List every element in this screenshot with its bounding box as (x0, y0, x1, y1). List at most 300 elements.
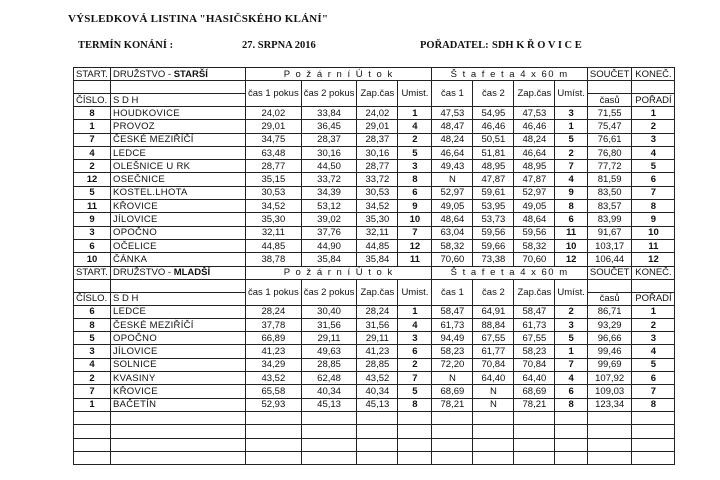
relay-counted-time: 68,69 (514, 385, 555, 398)
team-name: JÍLOVICE (111, 345, 246, 358)
table-row (74, 133, 675, 146)
empty-cell (74, 425, 111, 438)
team-name: KŘOVICE (111, 385, 246, 398)
soucet-header: SOUČET (587, 266, 632, 279)
total-time: 83,50 (587, 186, 632, 199)
relay-place: 6 (555, 385, 587, 398)
relay-time-2: 59,61 (473, 186, 514, 199)
attack-time-1: 28,24 (246, 305, 302, 318)
stafeta-header: Š t a f e t a 4 x 60 m (432, 266, 587, 279)
results-table (73, 67, 675, 465)
empty-cell (398, 411, 432, 424)
team-name: ČESKÉ MEZIŘÍČÍ (111, 133, 246, 146)
total-time: 76,61 (587, 133, 632, 146)
relay-counted-time: 48,95 (514, 160, 555, 173)
attack-time-2: 33,84 (301, 107, 357, 120)
attack-time-1: 41,23 (246, 345, 302, 358)
start-number: 6 (74, 239, 111, 252)
empty-cell (555, 451, 587, 464)
final-rank: 8 (632, 200, 675, 213)
stafeta-cas1-header: čas 1 (432, 279, 473, 305)
total-time: 93,29 (587, 318, 632, 331)
attack-time-2: 62,48 (301, 372, 357, 385)
team-name: OSEČNICE (111, 173, 246, 186)
attack-place: 11 (398, 253, 432, 266)
start-number: 3 (74, 345, 111, 358)
final-rank: 1 (632, 305, 675, 318)
relay-counted-time: 70,84 (514, 358, 555, 371)
attack-time-1: 44,85 (246, 239, 302, 252)
attack-place: 6 (398, 345, 432, 358)
relay-time-2: N (473, 398, 514, 411)
pozarni-utok-header: P o ž á r n í Ú t o k (246, 68, 432, 81)
relay-time-2: 51,81 (473, 146, 514, 159)
final-rank: 8 (632, 398, 675, 411)
relay-time-2: 67,55 (473, 332, 514, 345)
empty-cell (246, 438, 302, 451)
start-number: 2 (74, 160, 111, 173)
start-number: 12 (74, 173, 111, 186)
empty-row (74, 425, 675, 438)
final-rank: 3 (632, 133, 675, 146)
zap-cas-header: Zap.čas (357, 279, 398, 305)
table-row (74, 173, 675, 186)
relay-time-2: 70,84 (473, 358, 514, 371)
empty-cell (632, 438, 675, 451)
empty-cell (357, 411, 398, 424)
total-time: 107,92 (587, 372, 632, 385)
soucet-header-blank (587, 81, 632, 94)
relay-time-1: 48,64 (432, 213, 473, 226)
attack-counted-time: 29,11 (357, 332, 398, 345)
stafeta-cas2-header: čas 2 (473, 279, 514, 305)
empty-cell (514, 451, 555, 464)
empty-cell (357, 425, 398, 438)
attack-counted-time: 29,01 (357, 120, 398, 133)
attack-time-1: 52,93 (246, 398, 302, 411)
relay-time-1: 72,20 (432, 358, 473, 371)
total-time: 123,34 (587, 398, 632, 411)
empty-row (74, 411, 675, 424)
table-row (74, 385, 675, 398)
empty-cell (432, 451, 473, 464)
empty-cell (514, 411, 555, 424)
relay-time-2: 50,51 (473, 133, 514, 146)
attack-time-2: 49,63 (301, 345, 357, 358)
table-row (74, 398, 675, 411)
relay-place: 1 (555, 345, 587, 358)
attack-time-2: 30,16 (301, 146, 357, 159)
relay-time-2: 46,46 (473, 120, 514, 133)
relay-place: 1 (555, 120, 587, 133)
attack-time-1: 35,15 (246, 173, 302, 186)
attack-time-1: 37,78 (246, 318, 302, 331)
attack-counted-time: 45,13 (357, 398, 398, 411)
attack-time-1: 28,77 (246, 160, 302, 173)
empty-cell (473, 411, 514, 424)
relay-time-2: 48,95 (473, 160, 514, 173)
relay-time-2: 53,95 (473, 200, 514, 213)
start-number: 4 (74, 358, 111, 371)
relay-time-1: 49,43 (432, 160, 473, 173)
empty-cell (74, 438, 111, 451)
table-row (74, 226, 675, 239)
attack-place: 7 (398, 226, 432, 239)
attack-time-2: 34,39 (301, 186, 357, 199)
poradi-header: POŘADÍ (632, 94, 675, 107)
attack-counted-time: 40,34 (357, 385, 398, 398)
start-number: 4 (74, 146, 111, 159)
empty-cell (432, 438, 473, 451)
attack-counted-time: 44,85 (357, 239, 398, 252)
empty-cell (514, 425, 555, 438)
attack-time-1: 29,01 (246, 120, 302, 133)
stafeta-header: Š t a f e t a 4 x 60 m (432, 68, 587, 81)
table-row (74, 120, 675, 133)
relay-place: 4 (555, 173, 587, 186)
relay-place: 5 (555, 133, 587, 146)
table-row (74, 200, 675, 213)
empty-cell (514, 438, 555, 451)
final-rank: 6 (632, 372, 675, 385)
empty-cell (74, 411, 111, 424)
team-name: BAČETÍN (111, 398, 246, 411)
final-rank: 4 (632, 146, 675, 159)
table-row (74, 107, 675, 120)
total-time: 77,72 (587, 160, 632, 173)
relay-place: 8 (555, 200, 587, 213)
attack-place: 4 (398, 120, 432, 133)
final-rank: 5 (632, 358, 675, 371)
stafeta-zap-cas-header: Zap.čas (514, 279, 555, 305)
konec-header-blank (632, 279, 675, 292)
empty-cell (398, 425, 432, 438)
empty-cell (246, 425, 302, 438)
soucet-header-blank (587, 279, 632, 292)
start-number: 1 (74, 120, 111, 133)
relay-place: 5 (555, 332, 587, 345)
relay-time-2: 73,38 (473, 253, 514, 266)
start-number: 11 (74, 200, 111, 213)
empty-cell (111, 411, 246, 424)
team-name: ČESKÉ MEZIŘÍČÍ (111, 318, 246, 331)
relay-counted-time: 48,24 (514, 133, 555, 146)
team-name: JÍLOVICE (111, 213, 246, 226)
table-row (74, 332, 675, 345)
start-number: 5 (74, 332, 111, 345)
table-row (74, 239, 675, 252)
konec-header-blank (632, 81, 675, 94)
relay-time-1: 68,69 (432, 385, 473, 398)
empty-cell (587, 438, 632, 451)
relay-counted-time: 58,23 (514, 345, 555, 358)
relay-time-1: 49,05 (432, 200, 473, 213)
attack-time-1: 63,48 (246, 146, 302, 159)
attack-time-1: 38,78 (246, 253, 302, 266)
start-header-blank (74, 81, 111, 94)
attack-time-1: 32,11 (246, 226, 302, 239)
attack-time-2: 30,40 (301, 305, 357, 318)
attack-place: 3 (398, 160, 432, 173)
total-time: 83,57 (587, 200, 632, 213)
stafeta-cas1-header: čas 1 (432, 81, 473, 107)
relay-counted-time: 58,47 (514, 305, 555, 318)
relay-counted-time: 64,40 (514, 372, 555, 385)
empty-cell (246, 411, 302, 424)
start-number: 1 (74, 398, 111, 411)
stafeta-umist-header: Umíst. (555, 279, 587, 305)
total-time: 103,17 (587, 239, 632, 252)
final-rank: 1 (632, 107, 675, 120)
document-title: VÝSLEDKOVÁ LISTINA "HASIČSKÉHO KLÁNÍ" (68, 13, 329, 25)
table-row (74, 345, 675, 358)
attack-time-2: 36,45 (301, 120, 357, 133)
table-row (74, 305, 675, 318)
cislo-header: ČÍSLO. (74, 292, 111, 305)
team-name: KVASINY (111, 372, 246, 385)
relay-time-2: N (473, 385, 514, 398)
relay-time-2: 64,40 (473, 372, 514, 385)
empty-cell (74, 451, 111, 464)
attack-time-1: 66,89 (246, 332, 302, 345)
attack-place: 5 (398, 385, 432, 398)
relay-time-2: 64,91 (473, 305, 514, 318)
cislo-header: ČÍSLO. (74, 94, 111, 107)
attack-counted-time: 41,23 (357, 345, 398, 358)
relay-time-1: 48,24 (432, 133, 473, 146)
attack-time-2: 29,11 (301, 332, 357, 345)
relay-counted-time: 52,97 (514, 186, 555, 199)
relay-time-2: 59,66 (473, 239, 514, 252)
team-name: ČÁNKA (111, 253, 246, 266)
final-rank: 11 (632, 239, 675, 252)
relay-time-1: N (432, 173, 473, 186)
attack-counted-time: 33,72 (357, 173, 398, 186)
empty-cell (587, 425, 632, 438)
relay-time-1: 46,64 (432, 146, 473, 159)
attack-time-2: 28,85 (301, 358, 357, 371)
total-time: 71,55 (587, 107, 632, 120)
team-name: LEDCE (111, 146, 246, 159)
attack-time-1: 43,52 (246, 372, 302, 385)
attack-counted-time: 34,52 (357, 200, 398, 213)
relay-counted-time: 59,56 (514, 226, 555, 239)
final-rank: 7 (632, 186, 675, 199)
attack-time-2: 44,50 (301, 160, 357, 173)
team-name: OPOČNO (111, 226, 246, 239)
team-name: LEDCE (111, 305, 246, 318)
empty-cell (111, 425, 246, 438)
attack-counted-time: 28,77 (357, 160, 398, 173)
relay-time-1: 47,53 (432, 107, 473, 120)
relay-place: 7 (555, 358, 587, 371)
team-name: OČELICE (111, 239, 246, 252)
relay-time-2: 88,84 (473, 318, 514, 331)
start-number: 10 (74, 253, 111, 266)
stafeta-umist-header: Umíst. (555, 81, 587, 107)
team-name: SOLNICE (111, 358, 246, 371)
start-number: 5 (74, 186, 111, 199)
section-header-mid (74, 81, 675, 94)
empty-cell (301, 411, 357, 424)
section-header-mid (74, 279, 675, 292)
relay-place: 3 (555, 107, 587, 120)
start-number: 9 (74, 213, 111, 226)
attack-place: 2 (398, 133, 432, 146)
date-label: TERMÍN KONÁNÍ : (78, 40, 174, 51)
table-row (74, 213, 675, 226)
empty-cell (587, 411, 632, 424)
cas1-pokus-header: čas 1 pokus (246, 81, 302, 107)
attack-time-2: 45,13 (301, 398, 357, 411)
attack-place: 2 (398, 358, 432, 371)
start-number: 7 (74, 133, 111, 146)
zap-cas-header: Zap.čas (357, 81, 398, 107)
pozarni-utok-header: P o ž á r n í Ú t o k (246, 266, 432, 279)
total-time: 99,69 (587, 358, 632, 371)
team-name: OPOČNO (111, 332, 246, 345)
organizer-value: SDH K Ř O V I C E (492, 40, 582, 51)
final-rank: 6 (632, 173, 675, 186)
final-rank: 2 (632, 120, 675, 133)
attack-time-1: 35,30 (246, 213, 302, 226)
empty-cell (587, 451, 632, 464)
team-name: KOSTEL.LHOTA (111, 186, 246, 199)
relay-place: 2 (555, 146, 587, 159)
total-time: 91,67 (587, 226, 632, 239)
relay-time-1: 70,60 (432, 253, 473, 266)
attack-place: 1 (398, 305, 432, 318)
attack-time-2: 35,84 (301, 253, 357, 266)
empty-cell (632, 411, 675, 424)
empty-cell (432, 425, 473, 438)
section-header-top (74, 266, 675, 279)
relay-place: 3 (555, 318, 587, 331)
attack-place: 8 (398, 398, 432, 411)
start-number: 7 (74, 385, 111, 398)
relay-time-2: 61,77 (473, 345, 514, 358)
section-header-top (74, 68, 675, 81)
umist-header: Umist. (398, 81, 432, 107)
attack-place: 5 (398, 146, 432, 159)
relay-counted-time: 47,87 (514, 173, 555, 186)
empty-cell (301, 425, 357, 438)
attack-counted-time: 35,30 (357, 213, 398, 226)
total-time: 106,44 (587, 253, 632, 266)
final-rank: 3 (632, 332, 675, 345)
table-row (74, 358, 675, 371)
final-rank: 10 (632, 226, 675, 239)
attack-place: 10 (398, 213, 432, 226)
team-name: KŘOVICE (111, 200, 246, 213)
attack-time-2: 28,37 (301, 133, 357, 146)
final-rank: 12 (632, 253, 675, 266)
attack-time-1: 65,58 (246, 385, 302, 398)
relay-time-1: 94,49 (432, 332, 473, 345)
empty-cell (473, 451, 514, 464)
total-time: 83,99 (587, 213, 632, 226)
total-time: 75,47 (587, 120, 632, 133)
organizer-label: POŘADATEL: (420, 40, 489, 51)
team-header: DRUŽSTVO - STARŠÍ (111, 68, 246, 81)
empty-cell (632, 451, 675, 464)
total-time: 96,66 (587, 332, 632, 345)
date-value: 27. SRPNA 2016 (242, 40, 316, 51)
attack-time-2: 39,02 (301, 213, 357, 226)
team-header-blank (111, 81, 246, 94)
relay-counted-time: 46,64 (514, 146, 555, 159)
final-rank: 4 (632, 345, 675, 358)
casu-header: časů (587, 94, 632, 107)
relay-time-2: 54,95 (473, 107, 514, 120)
attack-time-1: 34,29 (246, 358, 302, 371)
attack-place: 8 (398, 173, 432, 186)
final-rank: 9 (632, 213, 675, 226)
relay-place: 7 (555, 160, 587, 173)
team-name: HOUDKOVICE (111, 107, 246, 120)
total-time: 109,03 (587, 385, 632, 398)
attack-place: 7 (398, 372, 432, 385)
relay-time-1: 78,21 (432, 398, 473, 411)
relay-time-1: 58,47 (432, 305, 473, 318)
category-label: MLADŠÍ (173, 267, 211, 279)
empty-cell (357, 451, 398, 464)
start-header: START. (74, 68, 111, 81)
attack-counted-time: 32,11 (357, 226, 398, 239)
relay-time-1: 48,47 (432, 120, 473, 133)
attack-counted-time: 35,84 (357, 253, 398, 266)
start-number: 6 (74, 305, 111, 318)
relay-counted-time: 78,21 (514, 398, 555, 411)
konec-header: KONEČ. (632, 68, 675, 81)
relay-counted-time: 49,05 (514, 200, 555, 213)
attack-time-1: 34,52 (246, 200, 302, 213)
attack-counted-time: 28,24 (357, 305, 398, 318)
relay-counted-time: 47,53 (514, 107, 555, 120)
cas2-pokus-header: čas 2 pokus (301, 279, 357, 305)
table-row (74, 160, 675, 173)
start-number: 3 (74, 226, 111, 239)
relay-time-1: 58,32 (432, 239, 473, 252)
relay-time-1: 52,97 (432, 186, 473, 199)
relay-place: 8 (555, 398, 587, 411)
attack-time-2: 44,90 (301, 239, 357, 252)
team-header: DRUŽSTVO - MLADŠÍ (111, 266, 246, 279)
attack-time-2: 53,12 (301, 200, 357, 213)
umist-header: Umist. (398, 279, 432, 305)
total-time: 86,71 (587, 305, 632, 318)
relay-place: 9 (555, 186, 587, 199)
relay-place: 4 (555, 372, 587, 385)
team-name: OLEŠNICE U RK (111, 160, 246, 173)
attack-counted-time: 28,85 (357, 358, 398, 371)
team-header-blank (111, 279, 246, 292)
table-row (74, 253, 675, 266)
start-header: START. (74, 266, 111, 279)
relay-time-1: N (432, 372, 473, 385)
empty-cell (632, 425, 675, 438)
attack-place: 3 (398, 332, 432, 345)
attack-place: 6 (398, 186, 432, 199)
relay-counted-time: 46,46 (514, 120, 555, 133)
relay-counted-time: 67,55 (514, 332, 555, 345)
attack-place: 1 (398, 107, 432, 120)
total-time: 99,46 (587, 345, 632, 358)
relay-counted-time: 58,32 (514, 239, 555, 252)
team-name: PROVOZ (111, 120, 246, 133)
empty-cell (111, 451, 246, 464)
relay-time-1: 63,04 (432, 226, 473, 239)
